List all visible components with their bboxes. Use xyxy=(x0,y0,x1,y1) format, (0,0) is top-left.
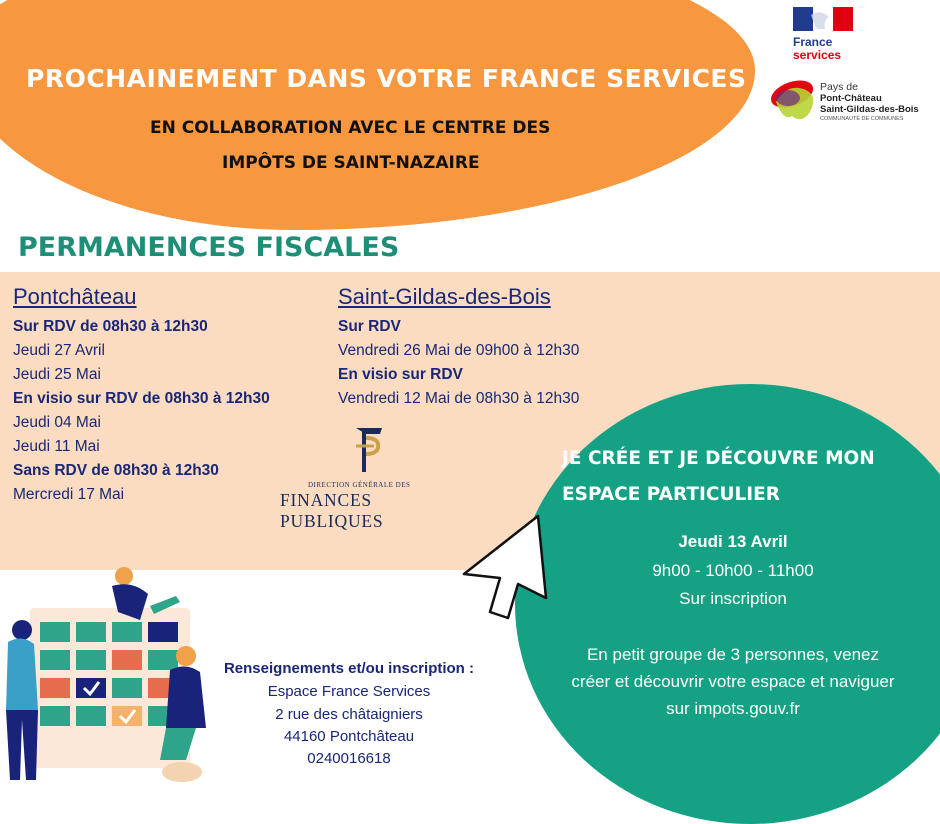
section-title: PERMANENCES FISCALES xyxy=(18,232,400,263)
dgfip-small-text: DIRECTION GÉNÉRALE DES xyxy=(308,481,411,489)
workshop-desc-line1: En petit groupe de 3 personnes, venez xyxy=(586,645,880,664)
cursor-arrow-icon xyxy=(460,512,550,627)
schedule-line: Jeudi 25 Mai xyxy=(13,366,101,383)
pays-line4: COMMUNAUTÉ DE COMMUNES xyxy=(820,116,904,122)
schedule-line: Vendredi 26 Mai de 09h00 à 12h30 xyxy=(338,342,580,359)
schedule-line: Jeudi 04 Mai xyxy=(13,414,101,431)
header-title: PROCHAINEMENT DANS VOTRE FRANCE SERVICES xyxy=(26,64,747,93)
person-left xyxy=(6,620,38,780)
schedule-pontchateau xyxy=(13,315,270,507)
france-services-logo xyxy=(785,4,860,64)
schedule-line: Jeudi 27 Avril xyxy=(13,342,105,359)
workshop-desc-line2: créer et découvrir votre espace et naviguer xyxy=(571,672,895,691)
contact-line2: 2 rue des châtaigniers xyxy=(275,706,423,723)
contact-line1: Espace France Services xyxy=(267,683,431,700)
city-saint-gildas: Saint-Gildas-des-Bois xyxy=(338,284,551,309)
schedule-line: En visio sur RDV de 08h30 à 12h30 xyxy=(13,390,270,407)
workshop-registration: Sur inscription xyxy=(679,589,787,608)
dgfip-big-text: FINANCES PUBLIQUES xyxy=(280,490,384,531)
schedule-line: Sur RDV xyxy=(338,318,401,335)
workshop-title-line2: ESPACE PARTICULIER xyxy=(562,484,781,505)
schedule-line: Sans RDV de 08h30 à 12h30 xyxy=(13,462,219,479)
header-background xyxy=(0,0,755,230)
schedule-line: En visio sur RDV xyxy=(338,366,463,383)
dgfip-emblem-icon xyxy=(348,424,388,476)
schedule-line: Mercredi 17 Mai xyxy=(13,486,125,503)
contact-phone: 0240016618 xyxy=(307,750,391,767)
schedule-line: Jeudi 11 Mai xyxy=(13,438,100,455)
pays-line1: Pays de xyxy=(820,81,858,93)
header-subtitle-line1: EN COLLABORATION AVEC LE CENTRE DES xyxy=(150,118,551,138)
france-services-line2: services xyxy=(793,48,842,62)
workshop-desc-line3: sur impots.gouv.fr xyxy=(666,699,800,718)
schedule-saint-gildas xyxy=(338,315,579,411)
france-services-line1: France xyxy=(793,35,833,49)
pays-line2: Pont-Château xyxy=(820,93,882,104)
dgfip-logo xyxy=(270,424,460,531)
workshop-times: 9h00 - 10h00 - 11h00 xyxy=(652,561,814,580)
marianne-icon xyxy=(793,7,855,33)
contact-heading: Renseignements et/ou inscription : xyxy=(223,660,475,677)
schedule-line: Sur RDV de 08h30 à 12h30 xyxy=(13,318,208,335)
city-pontchateau: Pontchâteau xyxy=(13,284,137,309)
workshop-title-line1: JE CRÉE ET JE DÉCOUVRE MON xyxy=(562,448,875,469)
workshop-date: Jeudi 13 Avril xyxy=(678,532,788,551)
contact-line3: 44160 Pontchâteau xyxy=(283,728,415,745)
calendar-people-illustration xyxy=(0,560,210,788)
pays-line3: Saint-Gildas-des-Bois xyxy=(820,104,919,115)
pays-pontchateau-logo xyxy=(766,72,934,130)
schedule-line: Vendredi 12 Mai de 08h30 à 12h30 xyxy=(338,390,580,407)
pays-emblem-icon xyxy=(766,72,826,130)
header-subtitle-line2: IMPÔTS DE SAINT-NAZAIRE xyxy=(222,153,480,173)
